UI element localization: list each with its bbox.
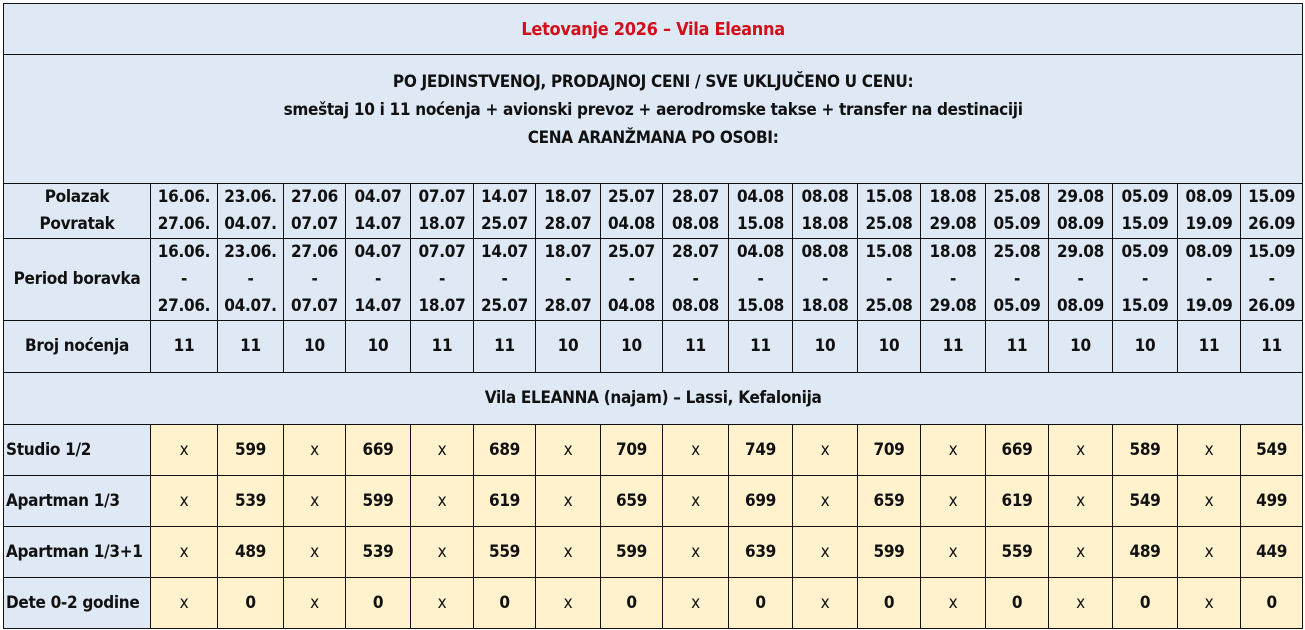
period-end: 26.09 xyxy=(1248,296,1296,316)
nights-cell: 11 xyxy=(729,321,793,373)
price-cell: x xyxy=(536,425,601,476)
return-date: 08.08 xyxy=(672,214,719,234)
price-cell: x xyxy=(921,425,986,476)
nights-cell: 11 xyxy=(663,321,729,373)
price-cell: 0 xyxy=(601,578,663,629)
departure-return-cell xyxy=(1049,184,1113,239)
nights-cell: 11 xyxy=(921,321,986,373)
table-row xyxy=(4,527,1303,578)
price-cell: 0 xyxy=(858,578,921,629)
return-date: 26.09 xyxy=(1248,214,1296,234)
price-cell: 589 xyxy=(1113,425,1178,476)
return-date: 05.09 xyxy=(993,214,1041,234)
departure-return-cell xyxy=(1241,184,1303,239)
info-line-3: CENA ARANŽMANA PO OSOBI: xyxy=(527,128,779,148)
price-cell: 0 xyxy=(1113,578,1178,629)
departure-date: 15.09 xyxy=(1248,187,1296,207)
period-dash: - xyxy=(1268,269,1275,289)
price-cell: 549 xyxy=(1113,476,1178,527)
departure-date: 23.06. xyxy=(224,187,277,207)
price-cell: x xyxy=(921,476,986,527)
period-end: 05.09 xyxy=(993,296,1041,316)
price-cell: 549 xyxy=(1241,425,1303,476)
departure-return-cell xyxy=(986,184,1049,239)
period-cell xyxy=(601,239,663,321)
period-end: 18.08 xyxy=(801,296,849,316)
return-date: 27.06. xyxy=(157,214,211,234)
period-cell xyxy=(793,239,858,321)
price-cell: x xyxy=(921,578,986,629)
price-cell: 669 xyxy=(986,425,1049,476)
period-start: 08.08 xyxy=(801,242,849,262)
nights-cell: 10 xyxy=(858,321,921,373)
price-cell: 599 xyxy=(346,476,411,527)
return-date: 15.09 xyxy=(1121,214,1169,234)
departure-return-cell xyxy=(474,184,536,239)
nights-cell: 10 xyxy=(536,321,601,373)
info-line-1: PO JEDINSTVENOJ, PRODAJNOJ CENI / SVE UKLJUČENO U CENU: xyxy=(392,72,914,92)
period-start: 08.09 xyxy=(1185,242,1233,262)
price-cell: 619 xyxy=(474,476,536,527)
price-cell: x xyxy=(1049,476,1113,527)
nights-cell: 11 xyxy=(1178,321,1241,373)
departure-date: 28.07 xyxy=(672,187,719,207)
period-start: 07.07 xyxy=(418,242,466,262)
departure-return-cell xyxy=(536,184,601,239)
price-cell: 689 xyxy=(474,425,536,476)
departure-return-cell xyxy=(921,184,986,239)
return-date: 19.09 xyxy=(1185,214,1233,234)
period-cell xyxy=(729,239,793,321)
period-end: 08.08 xyxy=(672,296,719,316)
departure-return-cell xyxy=(858,184,921,239)
period-cell xyxy=(346,239,411,321)
departure-return-cell xyxy=(284,184,346,239)
price-cell: x xyxy=(1178,476,1241,527)
period-start: 25.07 xyxy=(608,242,655,262)
period-start: 28.07 xyxy=(672,242,719,262)
price-cell: x xyxy=(151,527,218,578)
period-start: 14.07 xyxy=(481,242,528,262)
period-dash: - xyxy=(374,269,382,289)
price-cell: 599 xyxy=(858,527,921,578)
departure-return-cell xyxy=(218,184,284,239)
nights-cell: 10 xyxy=(1113,321,1178,373)
price-cell: 599 xyxy=(218,425,284,476)
period-dash: - xyxy=(628,269,635,289)
price-cell: 0 xyxy=(986,578,1049,629)
period-end: 25.07 xyxy=(481,296,528,316)
period-dash: - xyxy=(1205,269,1213,289)
price-cell: x xyxy=(151,425,218,476)
table-row xyxy=(4,425,1303,476)
price-cell: x xyxy=(793,425,858,476)
nights-cell: 10 xyxy=(601,321,663,373)
period-cell xyxy=(1178,239,1241,321)
departure-return-cell xyxy=(793,184,858,239)
period-end: 19.09 xyxy=(1185,296,1233,316)
price-cell: 539 xyxy=(218,476,284,527)
period-cell xyxy=(411,239,474,321)
period-start: 25.08 xyxy=(993,242,1041,262)
period-end: 14.07 xyxy=(354,296,402,316)
period-end: 15.08 xyxy=(737,296,784,316)
period-cell xyxy=(284,239,346,321)
departure-return-cell xyxy=(151,184,218,239)
departure-date: 14.07 xyxy=(481,187,528,207)
period-end: 04.07. xyxy=(224,296,277,316)
nights-label: Broj noćenja xyxy=(4,321,151,373)
period-end: 08.09 xyxy=(1057,296,1104,316)
nights-cell: 11 xyxy=(1241,321,1303,373)
price-cell: x xyxy=(411,527,474,578)
price-cell: x xyxy=(284,578,346,629)
price-cell: 539 xyxy=(346,527,411,578)
return-date: 08.09 xyxy=(1057,214,1104,234)
price-cell: x xyxy=(921,527,986,578)
period-start: 23.06. xyxy=(224,242,277,262)
period-dash: - xyxy=(180,269,188,289)
price-cell: x xyxy=(1049,527,1113,578)
departure-date: 07.07 xyxy=(418,187,466,207)
departure-date: 27.06 xyxy=(291,187,338,207)
price-cell: 559 xyxy=(986,527,1049,578)
period-cell xyxy=(858,239,921,321)
period-start: 27.06 xyxy=(291,242,338,262)
price-cell: x xyxy=(284,425,346,476)
nights-cell: 11 xyxy=(474,321,536,373)
period-cell xyxy=(986,239,1049,321)
price-cell: x xyxy=(151,578,218,629)
departure-date: 25.08 xyxy=(993,187,1041,207)
period-cell xyxy=(663,239,729,321)
nights-cell: 10 xyxy=(793,321,858,373)
price-cell: x xyxy=(536,527,601,578)
return-date: 07.07 xyxy=(291,214,338,234)
departure-return-cell xyxy=(346,184,411,239)
period-cell xyxy=(1241,239,1303,321)
price-cell: 559 xyxy=(474,527,536,578)
return-date: 28.07 xyxy=(544,214,592,234)
departure-return-cell xyxy=(1113,184,1178,239)
price-cell: x xyxy=(536,476,601,527)
price-cell: 0 xyxy=(474,578,536,629)
info-line-2: smeštaj 10 i 11 noćenja + avionski prevoz + aerodromske takse + transfer na destinaciji xyxy=(283,100,1023,120)
period-dash: - xyxy=(692,269,699,289)
departure-date: 15.08 xyxy=(865,187,913,207)
period-cell xyxy=(921,239,986,321)
period-dash: - xyxy=(757,269,764,289)
departure-date: 05.09 xyxy=(1121,187,1169,207)
period-dash: - xyxy=(311,269,318,289)
period-cell xyxy=(218,239,284,321)
return-date: 14.07 xyxy=(354,214,402,234)
price-cell: x xyxy=(536,578,601,629)
price-cell: x xyxy=(663,578,729,629)
period-label: Period boravka xyxy=(4,239,151,321)
period-dash: - xyxy=(1013,269,1021,289)
price-cell: x xyxy=(284,527,346,578)
price-cell: x xyxy=(663,476,729,527)
period-end: 25.08 xyxy=(865,296,913,316)
table-row xyxy=(4,578,1303,629)
price-cell: x xyxy=(1049,578,1113,629)
price-cell: 669 xyxy=(346,425,411,476)
period-dash: - xyxy=(885,269,893,289)
period-start: 29.08 xyxy=(1057,242,1104,262)
period-end: 27.06. xyxy=(157,296,211,316)
price-cell: x xyxy=(1178,578,1241,629)
return-date: 18.08 xyxy=(801,214,849,234)
return-date: 25.08 xyxy=(865,214,913,234)
price-cell: 489 xyxy=(218,527,284,578)
period-start: 04.08 xyxy=(737,242,784,262)
period-dash: - xyxy=(247,269,254,289)
price-cell: x xyxy=(1178,527,1241,578)
price-cell: x xyxy=(151,476,218,527)
period-dash: - xyxy=(564,269,572,289)
price-cell: x xyxy=(793,527,858,578)
return-date: 18.07 xyxy=(418,214,466,234)
period-end: 18.07 xyxy=(418,296,466,316)
price-cell: 489 xyxy=(1113,527,1178,578)
price-cell: x xyxy=(793,578,858,629)
room-type-label: Dete 0-2 godine xyxy=(4,578,151,629)
period-end: 07.07 xyxy=(291,296,338,316)
period-end: 15.09 xyxy=(1121,296,1169,316)
departure-return-cell xyxy=(729,184,793,239)
return-date: 15.08 xyxy=(737,214,784,234)
departure-date: 29.08 xyxy=(1057,187,1104,207)
return-date: 04.07. xyxy=(224,214,277,234)
villa-header: Vila ELEANNA (najam) – Lassi, Kefalonija xyxy=(4,373,1303,425)
price-cell: x xyxy=(284,476,346,527)
nights-cell: 11 xyxy=(411,321,474,373)
period-dash: - xyxy=(821,269,829,289)
departure-date: 16.06. xyxy=(157,187,211,207)
period-dash: - xyxy=(501,269,508,289)
price-cell: 619 xyxy=(986,476,1049,527)
period-cell xyxy=(1113,239,1178,321)
period-start: 16.06. xyxy=(157,242,211,262)
price-cell: 699 xyxy=(729,476,793,527)
price-cell: 599 xyxy=(601,527,663,578)
nights-cell: 11 xyxy=(986,321,1049,373)
price-cell: x xyxy=(1178,425,1241,476)
period-cell xyxy=(474,239,536,321)
price-cell: x xyxy=(411,425,474,476)
departure-date: 18.07 xyxy=(544,187,592,207)
departure-date: 04.07 xyxy=(354,187,402,207)
return-date: 29.08 xyxy=(929,214,977,234)
price-cell: x xyxy=(793,476,858,527)
departure-date: 25.07 xyxy=(608,187,655,207)
price-cell: 709 xyxy=(601,425,663,476)
period-end: 28.07 xyxy=(544,296,592,316)
price-cell: 0 xyxy=(729,578,793,629)
room-type-label: Apartman 1/3+1 xyxy=(4,527,151,578)
price-cell: x xyxy=(663,527,729,578)
period-end: 04.08 xyxy=(608,296,655,316)
return-date: 04.08 xyxy=(608,214,655,234)
price-cell: 0 xyxy=(346,578,411,629)
nights-cell: 10 xyxy=(346,321,411,373)
period-dash: - xyxy=(949,269,957,289)
nights-cell: 10 xyxy=(284,321,346,373)
price-cell: 449 xyxy=(1241,527,1303,578)
period-start: 05.09 xyxy=(1121,242,1169,262)
price-cell: x xyxy=(411,476,474,527)
price-cell: 709 xyxy=(858,425,921,476)
room-type-label: Studio 1/2 xyxy=(4,425,151,476)
period-dash: - xyxy=(438,269,446,289)
price-cell: 0 xyxy=(218,578,284,629)
nights-cell: 10 xyxy=(1049,321,1113,373)
period-cell xyxy=(536,239,601,321)
period-dash: - xyxy=(1077,269,1084,289)
period-start: 04.07 xyxy=(354,242,402,262)
table-row xyxy=(4,476,1303,527)
departure-return-cell xyxy=(663,184,729,239)
period-cell xyxy=(151,239,218,321)
period-cell xyxy=(1049,239,1113,321)
return-date: 25.07 xyxy=(481,214,528,234)
departure-return-cell xyxy=(601,184,663,239)
departure-date: 08.09 xyxy=(1185,187,1233,207)
price-cell: x xyxy=(663,425,729,476)
page-title: Letovanje 2026 – Vila Eleanna xyxy=(4,4,1303,55)
price-cell: 0 xyxy=(1241,578,1303,629)
price-cell: 659 xyxy=(858,476,921,527)
period-dash: - xyxy=(1141,269,1149,289)
nights-cell: 11 xyxy=(151,321,218,373)
nights-cell: 11 xyxy=(218,321,284,373)
price-cell: 659 xyxy=(601,476,663,527)
price-cell: 749 xyxy=(729,425,793,476)
departure-return-cell xyxy=(1178,184,1241,239)
price-table xyxy=(3,3,1303,629)
period-start: 18.08 xyxy=(929,242,977,262)
period-start: 18.07 xyxy=(544,242,592,262)
package-info xyxy=(4,55,1303,184)
departure-return-label: Polazak Povratak xyxy=(4,184,151,239)
price-cell: 639 xyxy=(729,527,793,578)
period-start: 15.08 xyxy=(865,242,913,262)
price-cell: 499 xyxy=(1241,476,1303,527)
period-end: 29.08 xyxy=(929,296,977,316)
departure-date: 18.08 xyxy=(929,187,977,207)
departure-date: 04.08 xyxy=(737,187,784,207)
price-cell: x xyxy=(411,578,474,629)
room-type-label: Apartman 1/3 xyxy=(4,476,151,527)
departure-date: 08.08 xyxy=(801,187,849,207)
price-cell: x xyxy=(1049,425,1113,476)
period-start: 15.09 xyxy=(1248,242,1296,262)
departure-return-cell xyxy=(411,184,474,239)
